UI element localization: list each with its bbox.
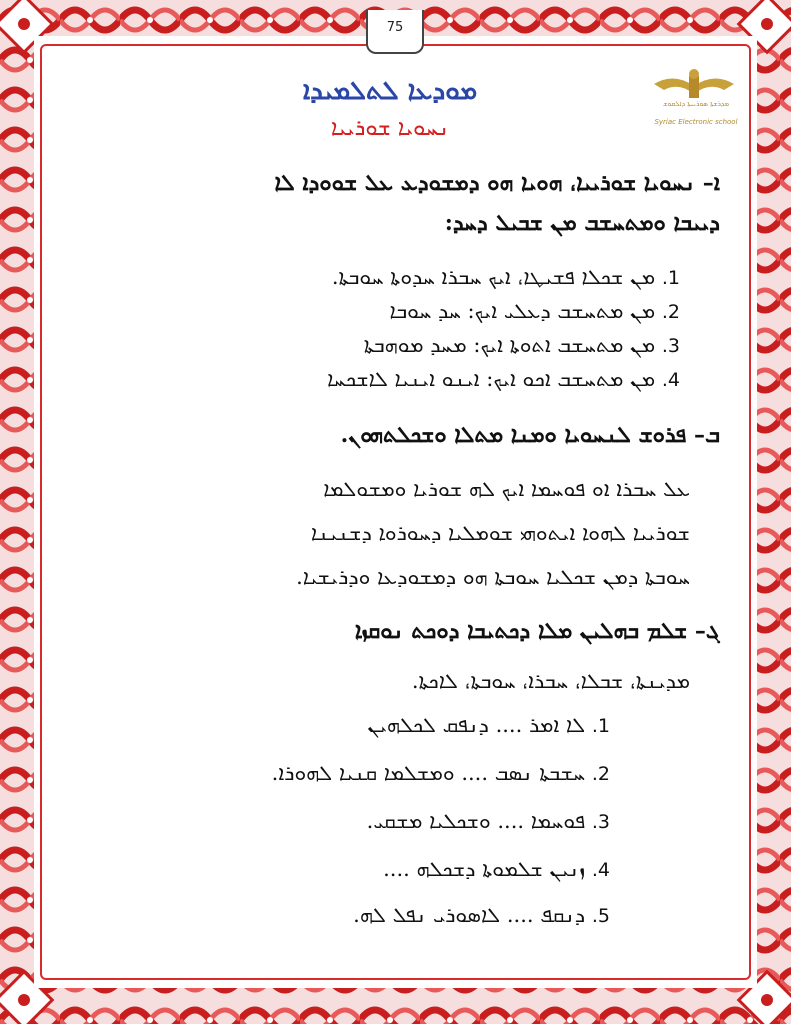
item-number: 2. xyxy=(591,763,610,785)
item-text: ܠܐ ܐܡܪ .... ܕܢܦܩ ܠܟܠܗܝܢ xyxy=(367,713,586,737)
item-number: 1. xyxy=(661,267,680,289)
item-number: 4. xyxy=(591,859,610,881)
list-item xyxy=(353,900,610,931)
list-item xyxy=(332,262,680,293)
page-number-tab xyxy=(366,10,424,54)
item-number: 5. xyxy=(591,905,610,927)
paragraph-line: ܚܘܒܬܐ ܕܡܢ ܫܟܠܝܐ ܚܘܒܬܐ ܗܘ ܕܡܫܘܕܥܐ ܘܕܪܝܫܝܐ. xyxy=(296,565,690,589)
page-number: 75 xyxy=(386,20,404,35)
item-text: ܙܢܝܢ ܫܠܡܘܬܐ ܕܫܟܠܗ .... xyxy=(383,857,586,881)
section-a-heading: ܐ– ܢܚܘܝܐ ܫܘܪܝܝܐ، ܗܘܝܐ ܗܘ ܕܡܫܘܕܥ ܥܠ ܫܘܘܕܐ ܠܐ xyxy=(274,170,720,196)
item-number: 1. xyxy=(591,715,610,737)
page-subtitle: ܢܚܘܝܐ ܫܘܪܝܝܐ xyxy=(330,116,450,141)
item-text: ܚܫܒܬܐ ܢܣܒ .... ܘܡܫܠܡܐ ܩܢܝܐ ܠܗܘܪܐ. xyxy=(271,761,586,785)
logo-subtitle: Syriac Electronic school xyxy=(654,118,738,126)
list-item xyxy=(368,710,611,741)
item-text: ܡܢ ܡܬܚܫܒ ܕܥܠܝ ܐܝܟ: ܚܕ ܚܘܒܐ xyxy=(389,299,656,323)
item-number: 2. xyxy=(661,301,680,323)
list-item xyxy=(364,330,680,361)
list-item xyxy=(390,296,680,327)
item-number: 3. xyxy=(661,335,680,357)
list-item xyxy=(383,854,610,885)
word-bank: ܡܕܝܢܬܐ، ܫܒܠܐ، ܚܒܪܐ، ܚܘܒܬܐ، ܠܐܟܬܐ. xyxy=(411,669,690,693)
logo-text: ܡܕܪܫܬܐ ܣܘܪܝܝܬܐ ܕܐܠܩܘܫ xyxy=(662,100,730,108)
paragraph-line: ܥܠ ܚܒܪܐ ܐܘ ܦܘܚܡܐ ܐܝܟ ܠܗ ܫܘܪܝܐ ܘܡܫܘܠܡܐ xyxy=(323,477,690,501)
item-number: 4. xyxy=(661,369,680,391)
section-b-heading: ܒ– ܦܪܘܫ ܠܢܚܘܝܐ ܘܡܢܐ ܡܬܠܐ ܘܫܟܠܬܗܘܢ. xyxy=(340,422,720,448)
item-text: ܡܢ ܫܟܠܐ ܦܫܝܛܐ، ܐܝܟ ܚܒܪܐ ܚܕܘܬܐ ܚܘܒܬܐ. xyxy=(331,265,656,289)
list-item xyxy=(327,364,680,395)
section-c-heading: ܓ– ܫܠܡ ܒܗܠܝܢ ܡܠܐ ܕܟܬܝܒܐ ܕܘܟܬ ܢܘܩܙܐ xyxy=(354,618,720,644)
item-number: 3. xyxy=(591,811,610,833)
paragraph-line: ܫܘܪܝܝܐ ܠܗܘܐ ܐܝܬܘܗܝ ܫܘܡܠܝܐ ܕܚܘܪܘܐ ܕܫܢܝܢܐ xyxy=(310,521,690,545)
item-text: ܕܢܩܦ .... ܠܐܣܘܪܝ ܢܦܠ ܠܗ. xyxy=(353,903,586,927)
list-item xyxy=(272,758,610,789)
list-item xyxy=(367,806,610,837)
section-a-heading-cont: ܕܝܝܒܐ ܘܡܬܚܫܒ ܡܢ ܫܒܝܠ ܕܚܕ: xyxy=(444,210,720,236)
item-text: ܡܢ ܡܬܚܫܒ ܐܟܘ ܐܝܟ: ܐܝܢܘ ܐܝܢܝܐ ܠܐܫܟܚܐ xyxy=(327,367,656,391)
item-text: ܡܢ ܡܬܚܫܒ ܐܬܘܬܐ ܐܝܟ: ܡܚܕ ܡܘܗܒܬܐ xyxy=(363,333,656,357)
page-title: ܡܘܕܥܐ ܠܬܠܡܝܕܐ xyxy=(302,76,478,106)
item-text: ܦܘܚܡܐ .... ܘܫܟܠܝܐ ܡܫܩܝ. xyxy=(366,809,586,833)
